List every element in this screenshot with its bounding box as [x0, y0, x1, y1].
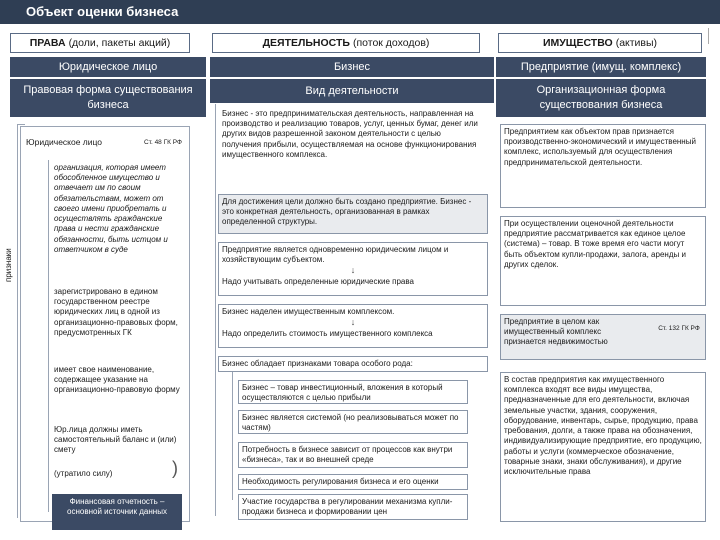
- property-text: Бизнес наделен имущественным комплексом.: [222, 307, 395, 316]
- enterprise-box: [218, 242, 488, 296]
- scroll-handle[interactable]: [708, 28, 718, 44]
- left-bracket-line: [17, 124, 18, 518]
- header-activity: [212, 33, 480, 53]
- sign-investment: Бизнес – товар инвестиционный, вложения в который осуществляются с целью прибыли: [238, 380, 468, 404]
- section-legal-entity: Юридическое лицо: [10, 57, 206, 77]
- signs-title: Бизнес обладает признаками товара особого рода:: [218, 356, 488, 372]
- legal-rights-text: Надо учитывать определенные юридические права: [222, 276, 414, 286]
- down-arrow-icon: ↓: [350, 265, 356, 276]
- sign-system: Бизнес является системой (но реализовываться может по частям): [238, 410, 468, 434]
- sign-regulation: Необходимость регулирования бизнеса и его оценки: [238, 474, 468, 490]
- header-activity-strong: ДЕЯТЕЛЬНОСТЬ: [262, 37, 350, 49]
- side-label-features: признаки: [4, 248, 13, 282]
- signs-connector: [232, 372, 233, 500]
- sub-legal-form: Правовая форма существования бизнеса: [10, 79, 206, 117]
- header-rights-rest: (доли, пакеты акций): [68, 37, 171, 49]
- sign-demand: Потребность в бизнесе зависит от процессов как внутри «бизнеса», так и во внешней среде: [238, 442, 468, 468]
- middle-spine: [215, 104, 216, 516]
- article-132: Ст. 132 ГК РФ: [658, 325, 700, 332]
- sub-activity-type: Вид деятельности: [210, 79, 494, 103]
- section-enterprise: Предприятие (имущ. комплекс): [496, 57, 706, 77]
- down-arrow-icon: ↓: [350, 317, 356, 328]
- enterprise-definition: Предприятием как объектом прав признается производственно-экономический и имущественный комплекс, используемый для осуществления предпринимательской деятельности.: [500, 124, 706, 208]
- feature-repealed: (утратило силу): [54, 469, 113, 478]
- valuation-note: При осуществлении оценочной деятельности предприятие рассматривается как единое целое (система) – товар. В тоже время его части могут быть объектом купли-продажи, залога, аренды и других сделок.: [500, 216, 706, 306]
- cost-text: Надо определить стоимость имущественного комплекса: [222, 328, 433, 338]
- header-activity-rest: (поток доходов): [352, 37, 430, 49]
- header-rights: [10, 33, 190, 53]
- article-48: Ст. 48 ГК РФ: [144, 139, 182, 146]
- header-property: [498, 33, 702, 53]
- legal-entity-label: Юридическое лицо: [26, 137, 103, 147]
- real-estate-text: Предприятие в целом как имущественный комплекс признается недвижимостью: [504, 317, 608, 347]
- real-estate-box: [500, 314, 706, 360]
- enterprise-text: Предприятие является одновременно юридическим лицом и хозяйствующим субъектом.: [222, 245, 449, 265]
- feature-balance: Юр.лица должны иметь самостоятельный баланс и (или) смету: [54, 425, 177, 455]
- goal-box: Для достижения цели должно быть создано предприятие. Бизнес - это конкретная деятельность, организованная в рамках определенной структуры.: [218, 194, 488, 234]
- finance-note: Финансовая отчетность – основной источник данных: [52, 494, 182, 530]
- features-connector: [48, 160, 49, 512]
- page-title: Объект оценки бизнеса: [26, 4, 179, 19]
- brace-icon: ): [172, 458, 178, 478]
- property-box: [218, 304, 488, 348]
- feature-registered: зарегистрировано в едином государственном реестре юридических лиц в одной из организационно-правовых форм, предусмотренных ГК: [54, 287, 178, 337]
- business-definition: Бизнес - это предпринимательская деятельность, направленная на производство и реализацию товаров, услуг, ценных бумаг, денег или других видов разрешенной законом деятельности с целью получения прибыли, осуществляемая на основе функционирования имущественного комплекса.: [222, 109, 478, 159]
- sign-state: Участие государства в регулировании механизма купли-продажи бизнеса и формировании цен: [238, 494, 468, 520]
- feature-name: имеет свое наименование, содержащее указание на организационно-правовую форму: [54, 365, 180, 395]
- header-property-rest: (активы): [615, 37, 658, 49]
- section-business: Бизнес: [210, 57, 494, 77]
- feature-organization: организация, которая имеет обособленное имущество и отвечает им по своим обязательствам, может от своего имени приобретать и осуществлять гражданские права и нести гражданские обязанности, быть истцом и ответчиком в суде: [54, 163, 168, 254]
- composition-box: В состав предприятия как имущественного комплекса входят все виды имущества, предназначенные для его деятельности, включая земельные участки, здания, сооружения, оборудование, инвентарь, сырье, продукцию, права требования, долги, а также права на обозначения, индивидуализирующие предприятие, его продукцию, работы и услуги (коммерческое обозначение, товарные знаки, знаки обслуживания), и другие исключительные права: [500, 372, 706, 522]
- header-rights-strong: ПРАВА: [29, 37, 66, 49]
- sub-org-form: Организационная форма существования бизнеса: [496, 79, 706, 117]
- left-bracket-top: [17, 124, 25, 125]
- header-property-strong: ИМУЩЕСТВО: [542, 37, 613, 49]
